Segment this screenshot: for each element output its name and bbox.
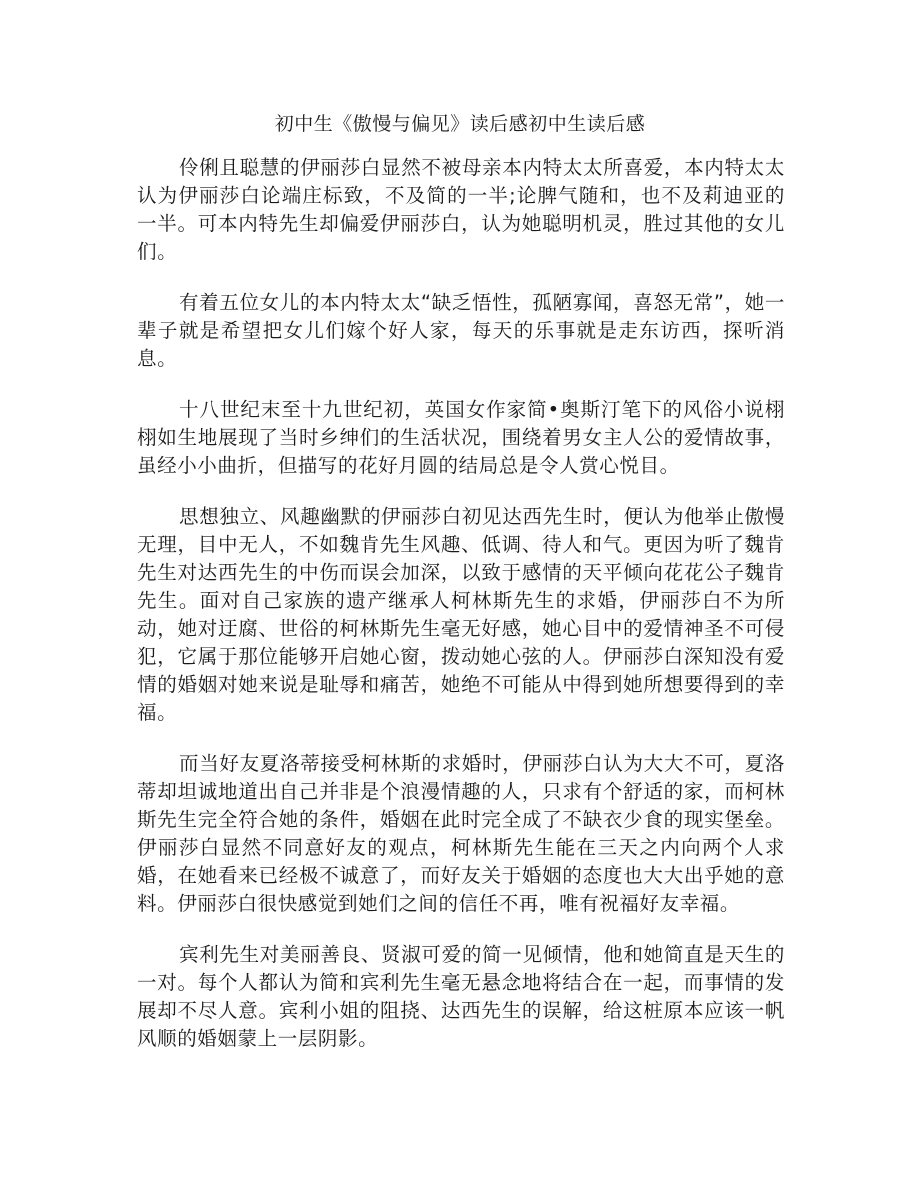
paragraph-2: 有着五位女儿的本内特太太“缺乏悟性，孤陋寡闻，喜怒无常”，她一辈子就是希望把女儿们嫁个好人家，每天的乐事就是走东访西，探听消息。 bbox=[137, 291, 785, 370]
document-body bbox=[137, 154, 785, 1076]
document-title: 初中生《傲慢与偏见》读后感初中生读后感 bbox=[274, 113, 646, 135]
paragraph-4: 思想独立、风趣幽默的伊丽莎白初见达西先生时，便认为他举止傲慢无理，目中无人，不如魏肯先生风趣、低调、待人和气。更因为听了魏肯先生对达西先生的中伤而误会加深，以致于感情的天平倾向花花公子魏肯先生。面对自己家族的遗产继承人柯林斯先生的求婚，伊丽莎白不为所动，她对迂腐、世俗的柯林斯先生毫无好感，她心目中的爱情神圣不可侵犯，它属于那位能够开启她心窗，拨动她心弦的人。伊丽莎白深知没有爱情的婚姻对她来说是耻辱和痛苦，她绝不可能从中得到她所想要得到的幸福。 bbox=[137, 505, 785, 724]
paragraph-3: 十八世纪末至十九世纪初，英国女作家简•奥斯汀笔下的风俗小说栩栩如生地展现了当时乡绅们的生活状况，围绕着男女主人公的爱情故事，虽经小小曲折，但描写的花好月圆的结局总是令人赏心悦目。 bbox=[137, 398, 785, 477]
paragraph-6: 宾利先生对美丽善良、贤淑可爱的简一见倾情，他和她简直是天生的一对。每个人都认为简和宾利先生毫无悬念地将结合在一起，而事情的发展却不尽人意。宾利小姐的阻挠、达西先生的误解，给这桩原本应该一帆风顺的婚姻蒙上一层阴影。 bbox=[137, 943, 785, 1050]
paragraph-1: 伶俐且聪慧的伊丽莎白显然不被母亲本内特太太所喜爱，本内特太太认为伊丽莎白论端庄标致，不及简的一半;论脾气随和，也不及莉迪亚的一半。可本内特先生却偏爱伊丽莎白，认为她聪明机灵，胜过其他的女儿们。 bbox=[137, 156, 785, 263]
paragraph-5: 而当好友夏洛蒂接受柯林斯的求婚时，伊丽莎白认为大大不可，夏洛蒂却坦诚地道出自己并非是个浪漫情趣的人，只求有个舒适的家，而柯林斯先生完全符合她的条件，婚姻在此时完全成了不缺衣少食的现实堡垒。伊丽莎白显然不同意好友的观点，柯林斯先生能在三天之内向两个人求婚，在她看来已经极不诚意了，而好友关于婚姻的态度也大大出乎她的意料。伊丽莎白很快感觉到她们之间的信任不再，唯有祝福好友幸福。 bbox=[137, 752, 785, 915]
